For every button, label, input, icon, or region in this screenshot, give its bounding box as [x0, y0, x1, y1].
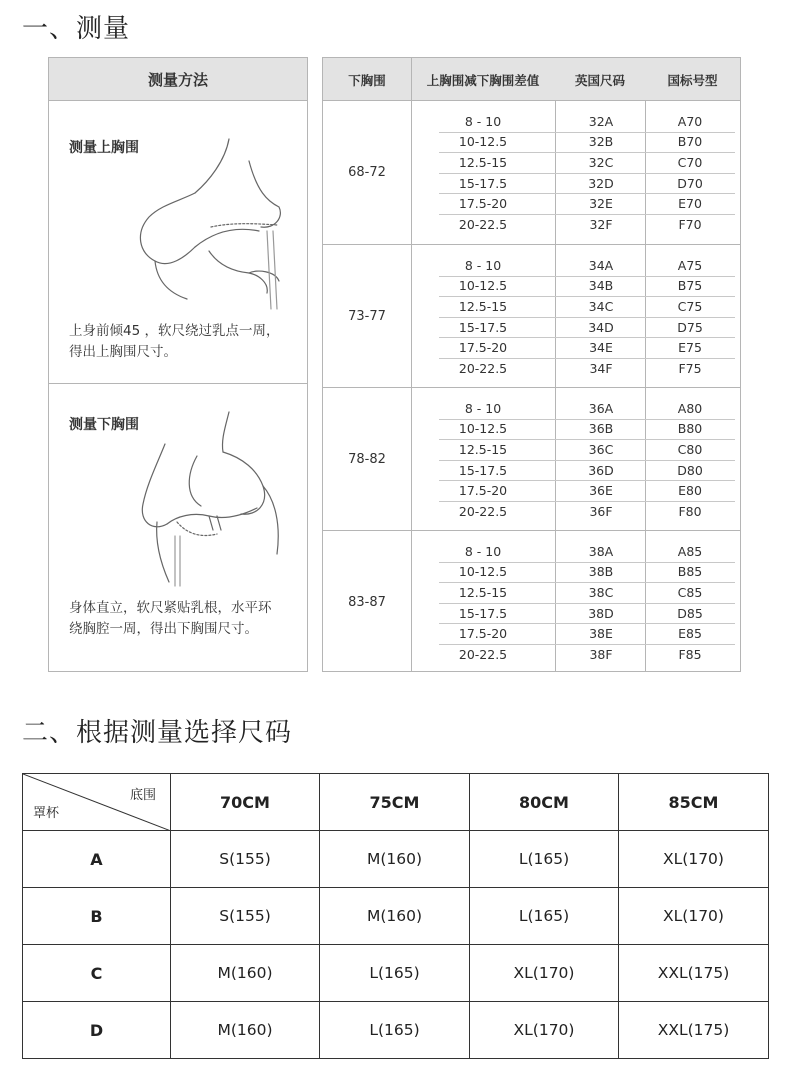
- method-upper-name: 测量上胸围: [69, 140, 139, 156]
- size-row: [439, 439, 735, 460]
- bust-difference-value: 10-12.5: [458, 421, 508, 437]
- cn-size-value: B80: [677, 421, 703, 437]
- bust-difference-value: 17.5-20: [458, 483, 508, 499]
- size-row: [439, 193, 735, 214]
- section-title-measure: 一、测量: [22, 14, 131, 44]
- bust-difference-value: 17.5-20: [458, 196, 508, 212]
- cn-size-value: F85: [678, 646, 702, 662]
- size-cell: M(160): [320, 888, 470, 945]
- bust-difference-value: 12.5-15: [458, 298, 508, 314]
- underbust-range: 83-87: [348, 594, 386, 610]
- bust-difference-value: 20-22.5: [458, 216, 508, 232]
- bust-difference-value: 10-12.5: [458, 564, 508, 580]
- size-row: [439, 296, 735, 317]
- size-cell: XL(170): [619, 888, 769, 945]
- uk-size-value: 34A: [588, 257, 614, 273]
- bust-difference-value: 20-22.5: [458, 360, 508, 376]
- bust-difference-value: 15-17.5: [458, 462, 508, 478]
- uk-size-value: 36C: [588, 441, 614, 457]
- size-row: [439, 152, 735, 173]
- cn-size-value: B70: [677, 134, 703, 150]
- corner-band-label: 底围: [129, 788, 156, 803]
- section-title-select-size: 二、根据测量选择尺码: [22, 718, 293, 748]
- cn-size-value: E80: [678, 483, 702, 499]
- size-row: [439, 111, 735, 132]
- size-row: [439, 255, 735, 276]
- uk-size-value: 38F: [589, 646, 613, 662]
- size-row: [439, 214, 735, 235]
- underbust-range: 78-82: [348, 451, 386, 467]
- cn-size-value: B85: [677, 564, 703, 580]
- size-row: [439, 501, 735, 522]
- cn-size-value: B75: [677, 278, 703, 294]
- bust-difference-value: 15-17.5: [458, 175, 508, 191]
- uk-size-value: 34B: [588, 278, 614, 294]
- size-cell: XL(170): [619, 831, 769, 888]
- bust-difference-value: 17.5-20: [458, 340, 508, 356]
- table-corner-cell: [23, 774, 171, 831]
- selection-row: [23, 831, 769, 888]
- size-group: [323, 387, 740, 530]
- size-group: [323, 530, 740, 673]
- size-row: [439, 358, 735, 379]
- size-row: [439, 460, 735, 481]
- size-reference-table: [322, 57, 741, 672]
- method-upper-desc-line2: 得出上胸围尺寸。: [69, 344, 177, 360]
- size-table-header: [323, 58, 740, 101]
- uk-size-value: 34D: [588, 319, 614, 335]
- size-row: [439, 644, 735, 665]
- size-row: [439, 132, 735, 153]
- size-cell: S(155): [171, 831, 320, 888]
- size-row: [439, 623, 735, 644]
- upper-bust-illustration: [99, 131, 299, 311]
- cn-size-value: A85: [677, 543, 703, 559]
- method-upper-desc-line1: 上身前倾45 ，软尺绕过乳点一周，: [69, 323, 280, 339]
- bust-difference-value: 8 - 10: [464, 543, 502, 559]
- uk-size-value: 36B: [588, 421, 614, 437]
- bust-difference-value: 10-12.5: [458, 278, 508, 294]
- cn-size-value: C75: [677, 298, 703, 314]
- size-selection-table: [22, 773, 769, 1059]
- size-cell: L(165): [470, 888, 619, 945]
- size-cell: L(165): [320, 945, 470, 1002]
- uk-size-value: 36A: [588, 400, 614, 416]
- size-cell: M(160): [171, 1002, 320, 1059]
- band-header: 70CM: [171, 774, 320, 831]
- uk-size-value: 32B: [588, 134, 614, 150]
- method-upper-bust: [49, 101, 307, 384]
- size-cell: M(160): [171, 945, 320, 1002]
- bust-difference-value: 8 - 10: [464, 113, 502, 129]
- band-header: 80CM: [470, 774, 619, 831]
- cup-label: D: [23, 1002, 171, 1059]
- bust-difference-value: 20-22.5: [458, 503, 508, 519]
- corner-cup-label: 罩杯: [33, 806, 60, 821]
- size-cell: XXL(175): [619, 945, 769, 1002]
- uk-size-value: 34E: [589, 340, 613, 356]
- size-cell: XL(170): [470, 1002, 619, 1059]
- cn-size-value: D70: [677, 175, 703, 191]
- under-bust-illustration: [117, 404, 297, 589]
- cn-size-value: F75: [678, 360, 702, 376]
- uk-size-value: 38E: [589, 626, 613, 642]
- uk-size-value: 32F: [589, 216, 613, 232]
- size-cell: L(165): [470, 831, 619, 888]
- cn-size-value: A80: [677, 400, 703, 416]
- cn-size-value: D80: [677, 462, 703, 478]
- uk-size-value: 36F: [589, 503, 613, 519]
- size-group: [323, 244, 740, 387]
- bust-difference-value: 8 - 10: [464, 400, 502, 416]
- cn-size-value: A70: [677, 113, 703, 129]
- uk-size-value: 36E: [589, 483, 613, 499]
- uk-size-value: 32C: [588, 154, 614, 170]
- bust-difference-value: 12.5-15: [458, 584, 508, 600]
- size-cell: XL(170): [470, 945, 619, 1002]
- size-cell: XXL(175): [619, 1002, 769, 1059]
- size-row: [439, 562, 735, 583]
- cn-size-value: C85: [677, 584, 703, 600]
- bust-difference-value: 15-17.5: [458, 319, 508, 335]
- uk-size-value: 32A: [588, 113, 614, 129]
- cn-size-value: D85: [677, 605, 703, 621]
- size-cell: M(160): [320, 831, 470, 888]
- method-under-name: 测量下胸围: [69, 417, 139, 433]
- measure-method-panel: [48, 57, 308, 672]
- size-row: [439, 603, 735, 624]
- underbust-range: 68-72: [348, 165, 386, 180]
- cn-size-value: A75: [677, 257, 703, 273]
- bust-difference-value: 17.5-20: [458, 626, 508, 642]
- cn-size-value: F70: [678, 216, 702, 232]
- cup-label: A: [23, 831, 171, 888]
- header-underbust: 下胸围: [348, 72, 386, 88]
- uk-size-value: 36D: [588, 462, 614, 478]
- bust-difference-value: 20-22.5: [458, 646, 508, 662]
- bust-difference-value: 10-12.5: [458, 134, 508, 150]
- size-row: [439, 317, 735, 338]
- size-row: [439, 276, 735, 297]
- size-row: [439, 337, 735, 358]
- selection-header-row: [23, 774, 769, 831]
- selection-row: [23, 945, 769, 1002]
- method-header: 测量方法: [49, 58, 307, 101]
- size-row: [439, 173, 735, 194]
- uk-size-value: 38C: [588, 584, 614, 600]
- uk-size-value: 38A: [588, 543, 614, 559]
- bust-difference-value: 15-17.5: [458, 605, 508, 621]
- band-header: 75CM: [320, 774, 470, 831]
- bust-difference-value: 12.5-15: [458, 154, 508, 170]
- header-cn-size: 国标号型: [667, 72, 718, 88]
- uk-size-value: 38D: [588, 605, 614, 621]
- method-under-desc-line2: 绕胸腔一周，得出下胸围尺寸。: [69, 621, 258, 637]
- bust-difference-value: 8 - 10: [464, 257, 502, 273]
- cn-size-value: E75: [678, 340, 702, 356]
- cn-size-value: E70: [678, 196, 702, 212]
- method-under-desc: [69, 598, 305, 640]
- size-cell: L(165): [320, 1002, 470, 1059]
- selection-row: [23, 1002, 769, 1059]
- method-upper-desc: [69, 321, 305, 363]
- size-row: [439, 582, 735, 603]
- size-cell: S(155): [171, 888, 320, 945]
- size-row: [439, 541, 735, 562]
- header-bust-difference: 上胸围减下胸围差值: [426, 72, 540, 88]
- uk-size-value: 32D: [588, 175, 614, 191]
- uk-size-value: 32E: [589, 196, 613, 212]
- size-row: [439, 419, 735, 440]
- band-header: 85CM: [619, 774, 769, 831]
- cn-size-value: C80: [677, 441, 703, 457]
- method-under-desc-line1: 身体直立，软尺紧贴乳根，水平环: [69, 600, 272, 616]
- cn-size-value: F80: [678, 503, 702, 519]
- bust-difference-value: 12.5-15: [458, 441, 508, 457]
- selection-row: [23, 888, 769, 945]
- size-group: [323, 101, 740, 244]
- header-uk-size: 英国尺码: [574, 72, 625, 88]
- size-row: [439, 398, 735, 419]
- method-under-bust: [49, 384, 307, 672]
- cup-label: B: [23, 888, 171, 945]
- cn-size-value: C70: [677, 154, 703, 170]
- uk-size-value: 34C: [588, 298, 614, 314]
- uk-size-value: 34F: [589, 360, 613, 376]
- cn-size-value: D75: [677, 319, 703, 335]
- size-row: [439, 480, 735, 501]
- uk-size-value: 38B: [588, 564, 614, 580]
- cn-size-value: E85: [678, 626, 702, 642]
- underbust-range: 73-77: [348, 308, 386, 324]
- cup-label: C: [23, 945, 171, 1002]
